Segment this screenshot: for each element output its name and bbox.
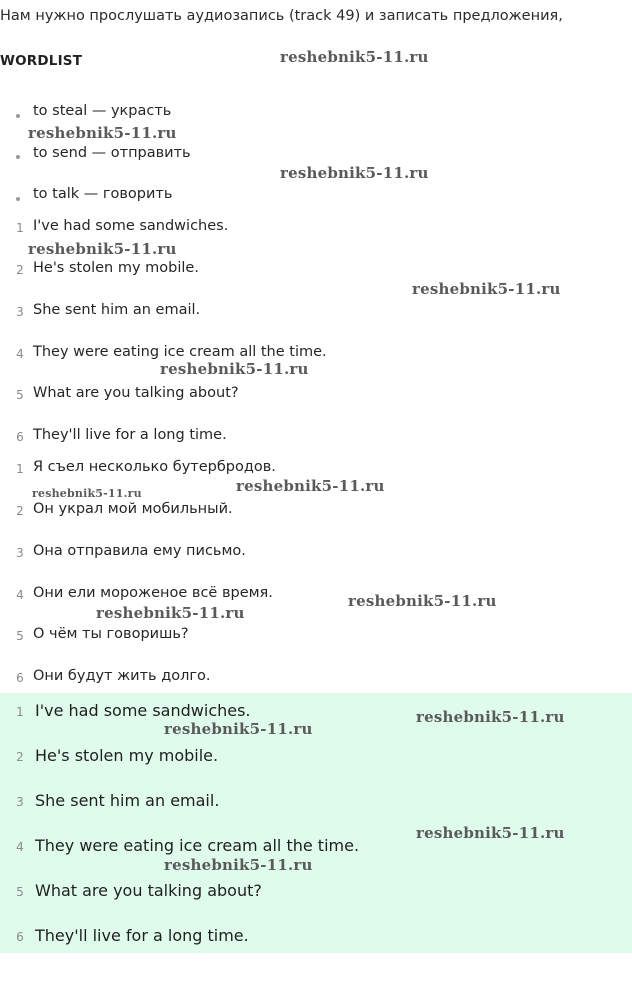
sentence-number: 6 <box>16 671 24 685</box>
highlighted-sentence: He's stolen my mobile. <box>35 746 219 765</box>
watermark: reshebnik5-11.ru <box>416 708 565 726</box>
sentence-number: 5 <box>16 885 24 899</box>
watermark: reshebnik5-11.ru <box>164 720 313 738</box>
russian-sentence: О чём ты говоришь? <box>33 626 189 642</box>
highlighted-sentence: What are you talking about? <box>35 881 262 900</box>
wordlist-item-talk: to talk — говорить <box>33 186 173 202</box>
wordlist-item-send: to send — отправить <box>33 145 191 161</box>
wordlist-item-steal: to steal — украсть <box>33 103 172 119</box>
english-sentence: They'll live for a long time. <box>33 427 227 443</box>
sentence-number: 5 <box>16 388 24 402</box>
bullet-dot <box>16 197 20 201</box>
sentence-number: 5 <box>16 629 24 643</box>
watermark: reshebnik5-11.ru <box>28 240 177 258</box>
english-sentence: She sent him an email. <box>33 302 201 318</box>
sentence-number: 1 <box>16 705 24 719</box>
sentence-number: 3 <box>16 546 24 560</box>
watermark: reshebnik5-11.ru <box>416 824 565 842</box>
bullet-dot <box>16 114 20 118</box>
wordlist-heading: WORDLIST <box>0 53 83 69</box>
highlight-panel <box>0 693 632 953</box>
watermark: reshebnik5-11.ru <box>412 280 561 298</box>
russian-sentence: Они ели мороженое всё время. <box>33 585 273 601</box>
sentence-number: 1 <box>16 462 24 476</box>
sentence-number: 2 <box>16 750 24 764</box>
watermark: reshebnik5-11.ru <box>236 477 385 495</box>
russian-sentence: Она отправила ему письмо. <box>33 543 246 559</box>
sentence-number: 4 <box>16 840 24 854</box>
sentence-number: 3 <box>16 795 24 809</box>
russian-sentence: Они будут жить долго. <box>33 668 211 684</box>
russian-sentence: Я съел несколько бутербродов. <box>33 459 276 475</box>
russian-sentence: Он украл мой мобильный. <box>33 501 233 517</box>
watermark: reshebnik5-11.ru <box>32 487 142 500</box>
sentence-number: 2 <box>16 504 24 518</box>
watermark: reshebnik5-11.ru <box>160 360 309 378</box>
watermark: reshebnik5-11.ru <box>96 604 245 622</box>
english-sentence: I've had some sandwiches. <box>33 218 229 234</box>
highlighted-sentence: I've had some sandwiches. <box>35 701 251 720</box>
watermark: reshebnik5-11.ru <box>280 164 429 182</box>
watermark: reshebnik5-11.ru <box>280 48 429 66</box>
sentence-number: 2 <box>16 263 24 277</box>
sentence-number: 1 <box>16 221 24 235</box>
watermark: reshebnik5-11.ru <box>28 124 177 142</box>
sentence-number: 6 <box>16 430 24 444</box>
english-sentence: What are you talking about? <box>33 385 239 401</box>
sentence-number: 6 <box>16 930 24 944</box>
english-sentence: They were eating ice cream all the time. <box>33 344 327 360</box>
highlighted-sentence: They were eating ice cream all the time. <box>35 836 360 855</box>
highlighted-sentence: They'll live for a long time. <box>35 926 249 945</box>
watermark: reshebnik5-11.ru <box>348 592 497 610</box>
english-sentence: He's stolen my mobile. <box>33 260 199 276</box>
watermark: reshebnik5-11.ru <box>164 856 313 874</box>
highlighted-sentence: She sent him an email. <box>35 791 220 810</box>
sentence-number: 3 <box>16 305 24 319</box>
intro-text: Нам нужно прослушать аудиозапись (track 49) и записать предложения, <box>0 8 563 24</box>
bullet-dot <box>16 155 20 159</box>
sentence-number: 4 <box>16 588 24 602</box>
sentence-number: 4 <box>16 347 24 361</box>
